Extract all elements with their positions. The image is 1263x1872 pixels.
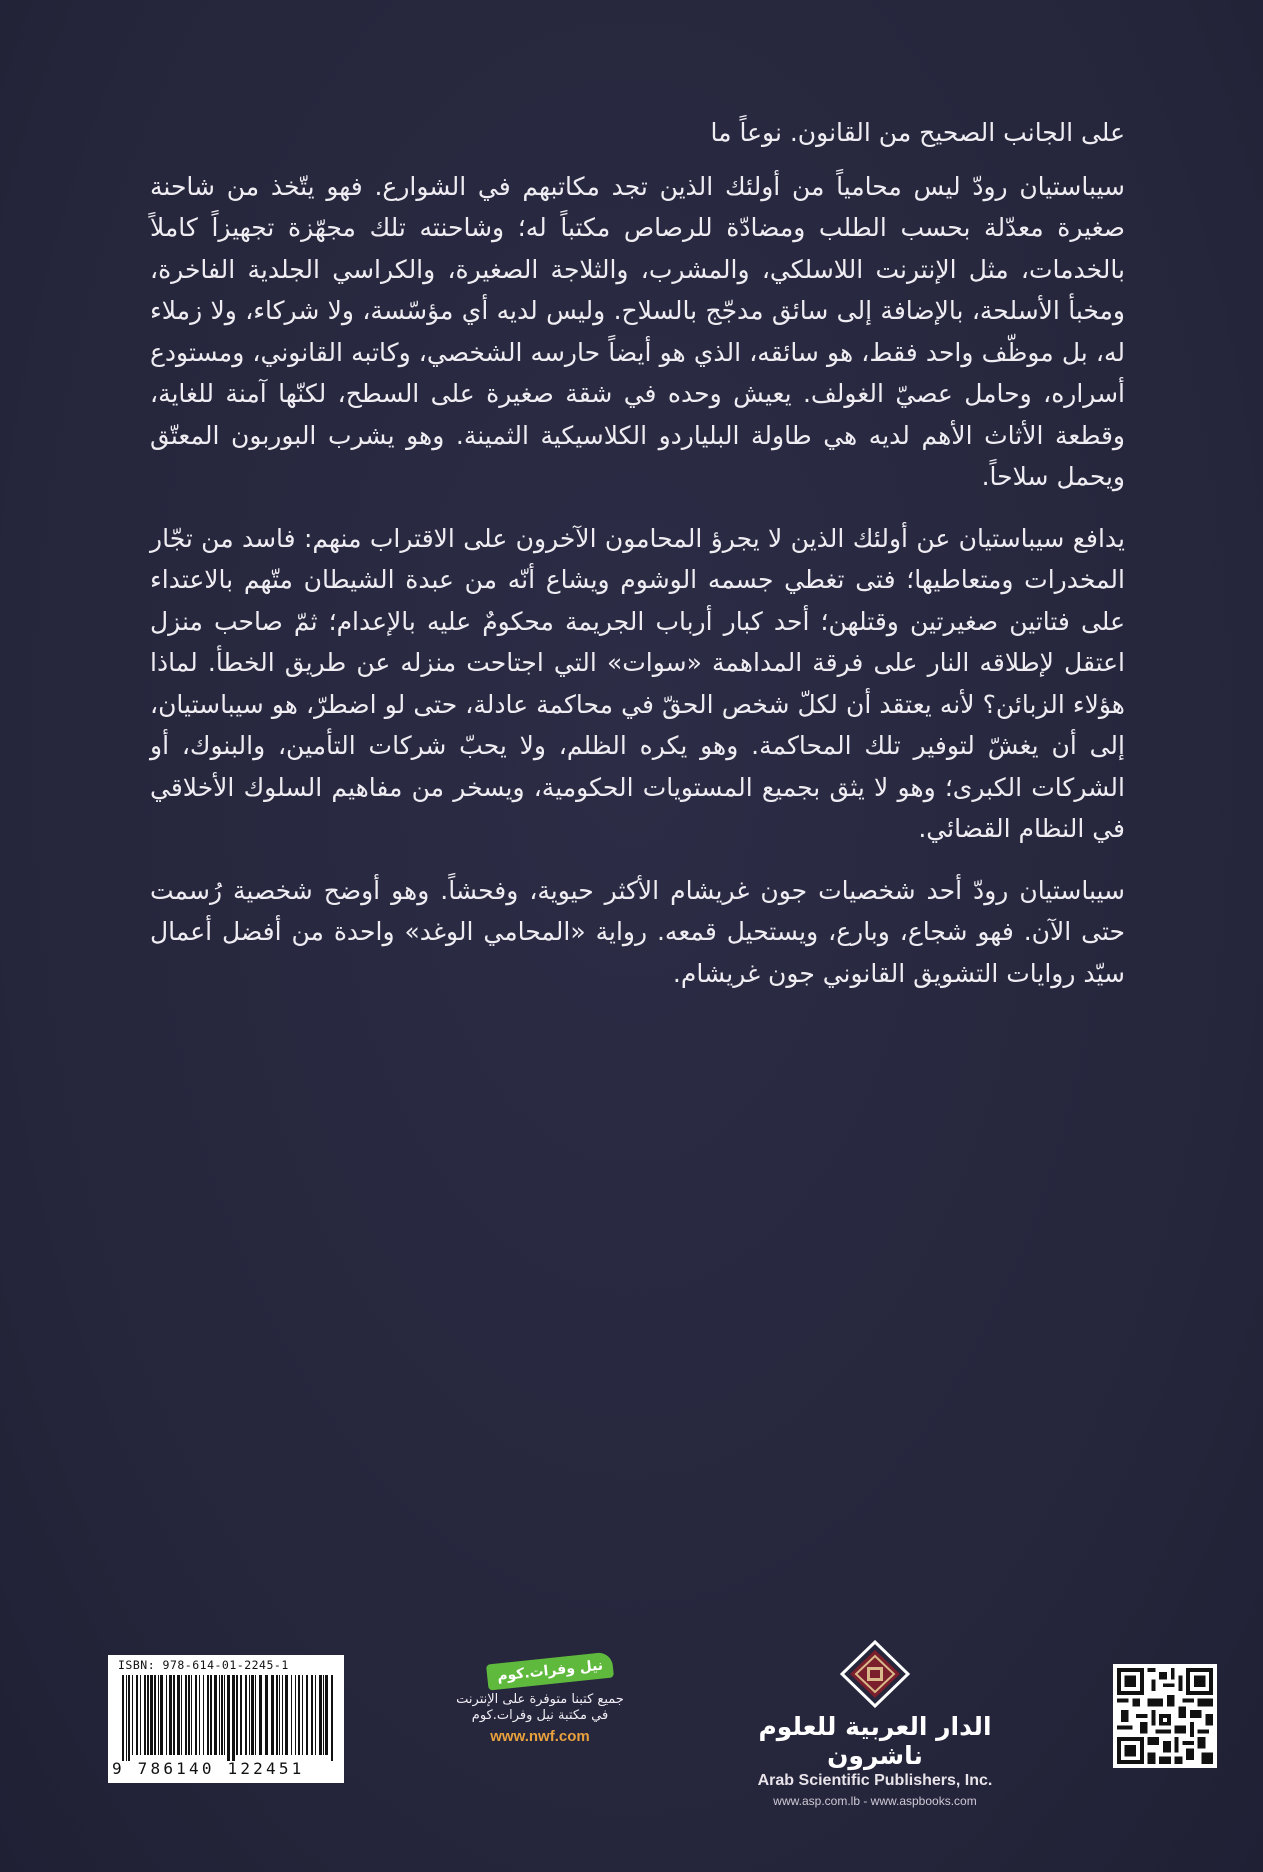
barcode-bar — [271, 1675, 274, 1755]
blurb-text — [150, 112, 1125, 1014]
barcode-bar — [251, 1675, 254, 1755]
nwf-availability-line-1: جميع كتبنا متوفرة على الإنترنت — [456, 1692, 624, 1707]
barcode-bar — [236, 1675, 238, 1755]
barcode-bar — [199, 1675, 200, 1755]
barcode-bar — [259, 1675, 262, 1755]
barcode-bar — [160, 1675, 163, 1755]
barcode-bar — [315, 1675, 316, 1755]
barcode-bar — [285, 1675, 288, 1755]
barcode-bar — [147, 1675, 149, 1755]
blurb-paragraph-1: سيباستيان رودّ ليس محامياً من أولئك الذين تجد مكاتبهم في الشوارع. فهو يتّخذ من شاحنة صغيرة معدّلة بحسب الطلب ومضادّة للرصاص مكتباً له؛ وشاحنته تلك مجهّزة تجهيزاً كاملاً بالخدمات، مثل الإنترنت اللاسلكي، والمشرب، والثلاجة الصغيرة، والكراسي الجلدية الفاخرة، ومخبأ الأسلحة، بالإضافة إلى سائق مدجّج بالسلاح. وليس لديه أي مؤسّسة، ولا شركاء، ولا زملاء له، بل موظّف واحد فقط، هو سائقه، الذي هو أيضاً حارسه الشخصي، وكاتبه القانوني، ومستودع أسراره، وحامل عصيّ الغولف. يعيش وحده في شقة صغيرة على السطح، لكنّها آمنة للغاية، وقطعة الأثاث الأهم لديه هي طاولة البلياردو الكلاسيكية الثمينة. وهو يشرب البوربون المعتّق ويحمل سلاحاً. — [150, 171, 1125, 491]
barcode-bar — [188, 1675, 190, 1755]
barcode-bar — [291, 1675, 292, 1755]
barcode-bar — [169, 1675, 172, 1755]
qr-code-graphic — [1117, 1668, 1213, 1764]
barcode-bar — [122, 1675, 124, 1761]
barcode-bar — [279, 1675, 280, 1755]
barcode-bar — [224, 1675, 225, 1755]
barcode-bar — [173, 1675, 175, 1755]
barcode-bar — [276, 1675, 278, 1755]
nwf-block — [440, 1658, 640, 1778]
barcode-number: 9 786140 122451 — [112, 1759, 305, 1778]
barcode-bar — [298, 1675, 300, 1755]
barcode-bar — [331, 1675, 333, 1761]
barcode-bar — [210, 1675, 212, 1755]
barcode-bar — [214, 1675, 217, 1755]
barcode-bar — [221, 1675, 223, 1755]
barcode-bar — [185, 1675, 187, 1755]
nwf-availability-line-2: في مكتبة نيل وفرات.كوم — [471, 1708, 609, 1723]
barcode-bar — [195, 1675, 197, 1755]
barcode-bar — [126, 1675, 127, 1761]
publisher-websites: www.asp.com.lb - www.aspbooks.com — [773, 1794, 977, 1808]
barcode-bar — [166, 1675, 167, 1755]
barcode-bar — [325, 1675, 328, 1755]
barcode-bar — [240, 1675, 242, 1755]
barcode-bar — [255, 1675, 256, 1755]
blurb-paragraph-2: يدافع سيباستيان عن أولئك الذين لا يجرؤ المحامون الآخرون على الاقتراب منهم: فاسد من تجّار المخدرات ومتعاطيها؛ فتى تغطي جسمه الوشوم ويشاع أنّه من عبدة الشيطان متّهم بالاعتداء على فتاتين صغيرتين وقتلهن؛ أحد كبار أرباب الجريمة محكومٌ عليه بالإعدام؛ ثمّ صاحب منزل اعتقل لإطلاقه النار على فرقة المداهمة «سوات» التي اجتاحت منزله عن طريق الخطأ. لماذا هؤلاء الزبائن؟ لأنه يعتقد أن لكلّ شخص الحقّ في محاكمة عادلة، حتى لو اضطرّ، هو سيباستيان، إلى أن يغشّ لتوفير تلك المحاكمة. وهو يكره الظلم، ولا يحبّ شركات التأمين، والبنوك، أو الشركات الكبرى؛ وهو لا يثق بجميع المستويات الحكومية، ويسخر من مفاهيم السلوك الأخلاقي في النظام القضائي. — [150, 523, 1125, 843]
qr-code-icon — [1113, 1664, 1217, 1768]
publisher-name-english: Arab Scientific Publishers, Inc. — [757, 1772, 993, 1789]
barcode-label — [108, 1655, 344, 1783]
publisher-block — [730, 1640, 1020, 1808]
barcode-bar — [150, 1675, 153, 1755]
barcode-bar — [232, 1675, 235, 1761]
barcode-bar — [154, 1675, 156, 1755]
publisher-name-arabic: الدار العربية للعلوم ناشرون — [758, 1712, 992, 1770]
barcode-bar — [245, 1675, 247, 1755]
barcode-bar — [302, 1675, 303, 1755]
barcode-bar — [177, 1675, 180, 1755]
barcode-bar — [306, 1675, 308, 1755]
barcode-bar — [219, 1675, 220, 1755]
nwf-badge: نيل وفرات.كوم — [486, 1651, 614, 1690]
barcode-bar — [311, 1675, 313, 1755]
blurb-tagline: على الجانب الصحيح من القانون. نوعاً ما — [710, 118, 1125, 147]
barcode-bar — [227, 1675, 230, 1761]
barcode-bar — [132, 1675, 133, 1755]
barcode-bar — [128, 1675, 130, 1761]
barcode-bar — [203, 1675, 204, 1755]
blurb-paragraph-3: سيباستيان رودّ أحد شخصيات جون غريشام الأكثر حيوية، وفحشاً. وهو أوضح شخصية رُسمت حتى الآن. فهو شجاع، وبارع، ويستحيل قمعه. رواية «المحامي الوغد» واحدة من أفضل أعمال سيّد روايات التشويق القانوني جون غريشام. — [150, 875, 1125, 988]
barcode-bar — [158, 1675, 159, 1755]
barcode-icon — [122, 1675, 336, 1761]
barcode-bar — [319, 1675, 322, 1755]
barcode-bar — [265, 1675, 268, 1755]
isbn-text: ISBN: 978-614-01-2245-1 — [118, 1658, 289, 1672]
barcode-bar — [181, 1675, 182, 1755]
barcode-bar — [323, 1675, 324, 1755]
nwf-url: www.nwf.com — [490, 1728, 590, 1745]
barcode-bar — [136, 1675, 138, 1755]
barcode-bar — [249, 1675, 250, 1755]
barcode-bar — [295, 1675, 296, 1755]
barcode-bar — [144, 1675, 146, 1755]
barcode-bar — [207, 1675, 209, 1755]
barcode-bar — [191, 1675, 192, 1755]
publisher-emblem-icon — [840, 1640, 910, 1708]
barcode-bar — [282, 1675, 283, 1755]
barcode-bar — [140, 1675, 141, 1755]
